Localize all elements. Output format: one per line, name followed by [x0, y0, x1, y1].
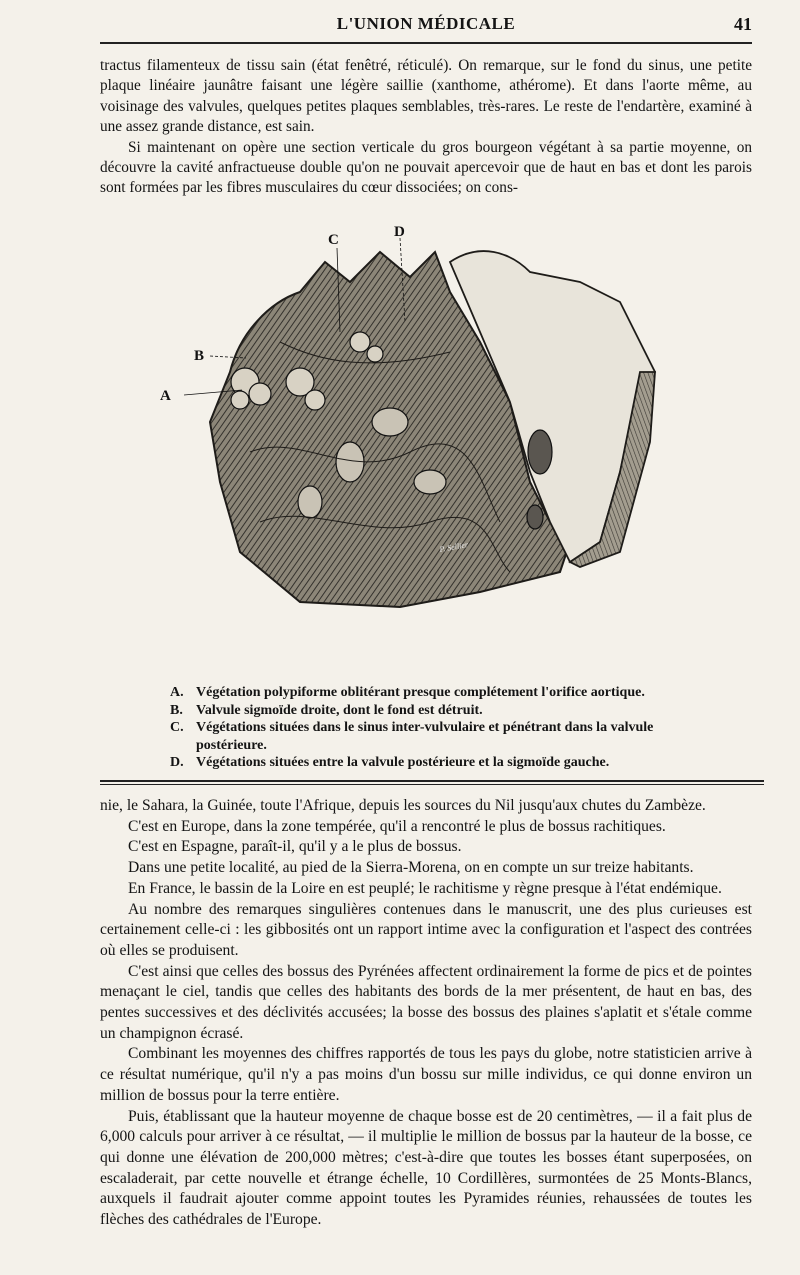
- paragraph: tractus filamenteux de tissu sain (état fenêtré, réticulé). On remarque, sur le fond du sinus, une petite plaque linéaire jaunâtre faisant une légère saillie (xanthome, athérome). Et dans l'aorte même, au voisinage des valvules, quelques petites plaques semblables, très-rares. Le reste de l'endartère, examiné à une assez grande distance, est sain.: [100, 57, 752, 136]
- caption-item: [170, 754, 670, 772]
- upper-text: [100, 56, 752, 199]
- paragraph: Dans une petite localité, au pied de la Sierra-Morena, on en compte un sur treize habitants.: [128, 859, 694, 877]
- paragraph: Combinant les moyennes des chiffres rapportés de tous les pays du globe, notre statisticien arrive à ce résultat numérique, qu'il n'y a pas moins d'un bossu sur mille individus, ce qui donne environ un million de bossus pour la terre entière.: [100, 1045, 752, 1104]
- paragraph: C'est en Espagne, paraît-il, qu'il y a le plus de bossus.: [128, 838, 462, 856]
- figure-caption: [170, 684, 670, 772]
- caption-item: [170, 719, 670, 754]
- figure-label-d: D: [394, 224, 405, 240]
- caption-text: Végétations situées dans le sinus inter-vulvulaire et pénétrant dans la valvule postérieure.: [196, 720, 654, 753]
- page-header: [100, 14, 752, 42]
- paragraph: Puis, établissant que la hauteur moyenne de chaque bosse est de 20 centimètres, — il a fait plus de 6,000 calculs pour arriver à ce résultat, — il multiplie le million de bossus par la hauteur de la bosse, ce qui donne une élévation de 200,000 mètres; c'est-à-dire que toutes les bosses étant superposées, on escaladerait, par cette nouvelle et étrange échelle, 10 Cordillères, surmontées de 25 Monts-Blancs, auxquels il faudrait ajouter comme appoint toutes les Pyramides réunies, rehaussées de toutes les flèches des cathédrales de l'Europe.: [100, 1107, 752, 1229]
- paragraph: Si maintenant on opère une section verticale du gros bourgeon végétant à sa partie moyenne, on découvre la cavité anfractueuse double qu'on ne pouvait apercevoir que de haut en bas et dont les parois sont formées par les fibres musculaires du cœur dissociées; on cons-: [100, 138, 752, 197]
- caption-key: D.: [170, 755, 184, 770]
- caption-item: [170, 702, 670, 720]
- caption-key: C.: [170, 720, 184, 735]
- caption-item: [170, 684, 670, 702]
- paragraph: C'est ainsi que celles des bossus des Pyrénées affectent ordinairement la forme de pics et de pointes menaçant le ciel, tandis que celles des habitants des bords de la mer présentent, de haut en bas, des pentes successives et des déclivités accusées; la bosse des bossus des plaines s'aplatit et s'étale comme un champignon écrasé.: [100, 962, 752, 1042]
- figure-label-a: A: [160, 388, 171, 404]
- anatomical-engraving: [150, 222, 670, 617]
- header-rule: [100, 42, 752, 44]
- lower-text: [100, 796, 752, 1231]
- paragraph: C'est en Europe, dans la zone tempérée, qu'il a rencontré le plus de bossus rachitiques.: [128, 817, 666, 835]
- caption-text: Valvule sigmoïde droite, dont le fond est détruit.: [196, 702, 483, 718]
- engraver-signature: P. Sellier: [438, 540, 469, 554]
- figure-label-b: B: [194, 348, 205, 364]
- paragraph: Au nombre des remarques singulières contenues dans le manuscrit, une des plus curieuses est certainement celle-ci : les gibbosités ont un rapport intime avec la configuration et l'aspect des contrées où elles se produisent.: [100, 900, 752, 959]
- caption-text: Végétations situées entre la valvule postérieure et la sigmoïde gauche.: [196, 755, 610, 770]
- page-number: 41: [734, 14, 752, 34]
- paragraph: nie, le Sahara, la Guinée, toute l'Afrique, depuis les sources du Nil jusqu'aux chutes du Zambèze.: [100, 797, 706, 814]
- section-rule: [100, 780, 764, 782]
- section-rule-thin: [100, 784, 764, 785]
- figure-label-c: C: [328, 232, 339, 248]
- caption-key: B.: [170, 702, 183, 718]
- caption-key: A.: [170, 685, 184, 700]
- caption-text: Végétation polypiforme oblitérant presque complétement l'orifice aortique.: [196, 685, 645, 700]
- heart-section-illustration: [150, 222, 670, 617]
- running-head: L'UNION MÉDICALE: [336, 14, 516, 33]
- paragraph: En France, le bassin de la Loire en est peuplé; le rachitisme y règne presque à l'état endémique.: [128, 879, 722, 897]
